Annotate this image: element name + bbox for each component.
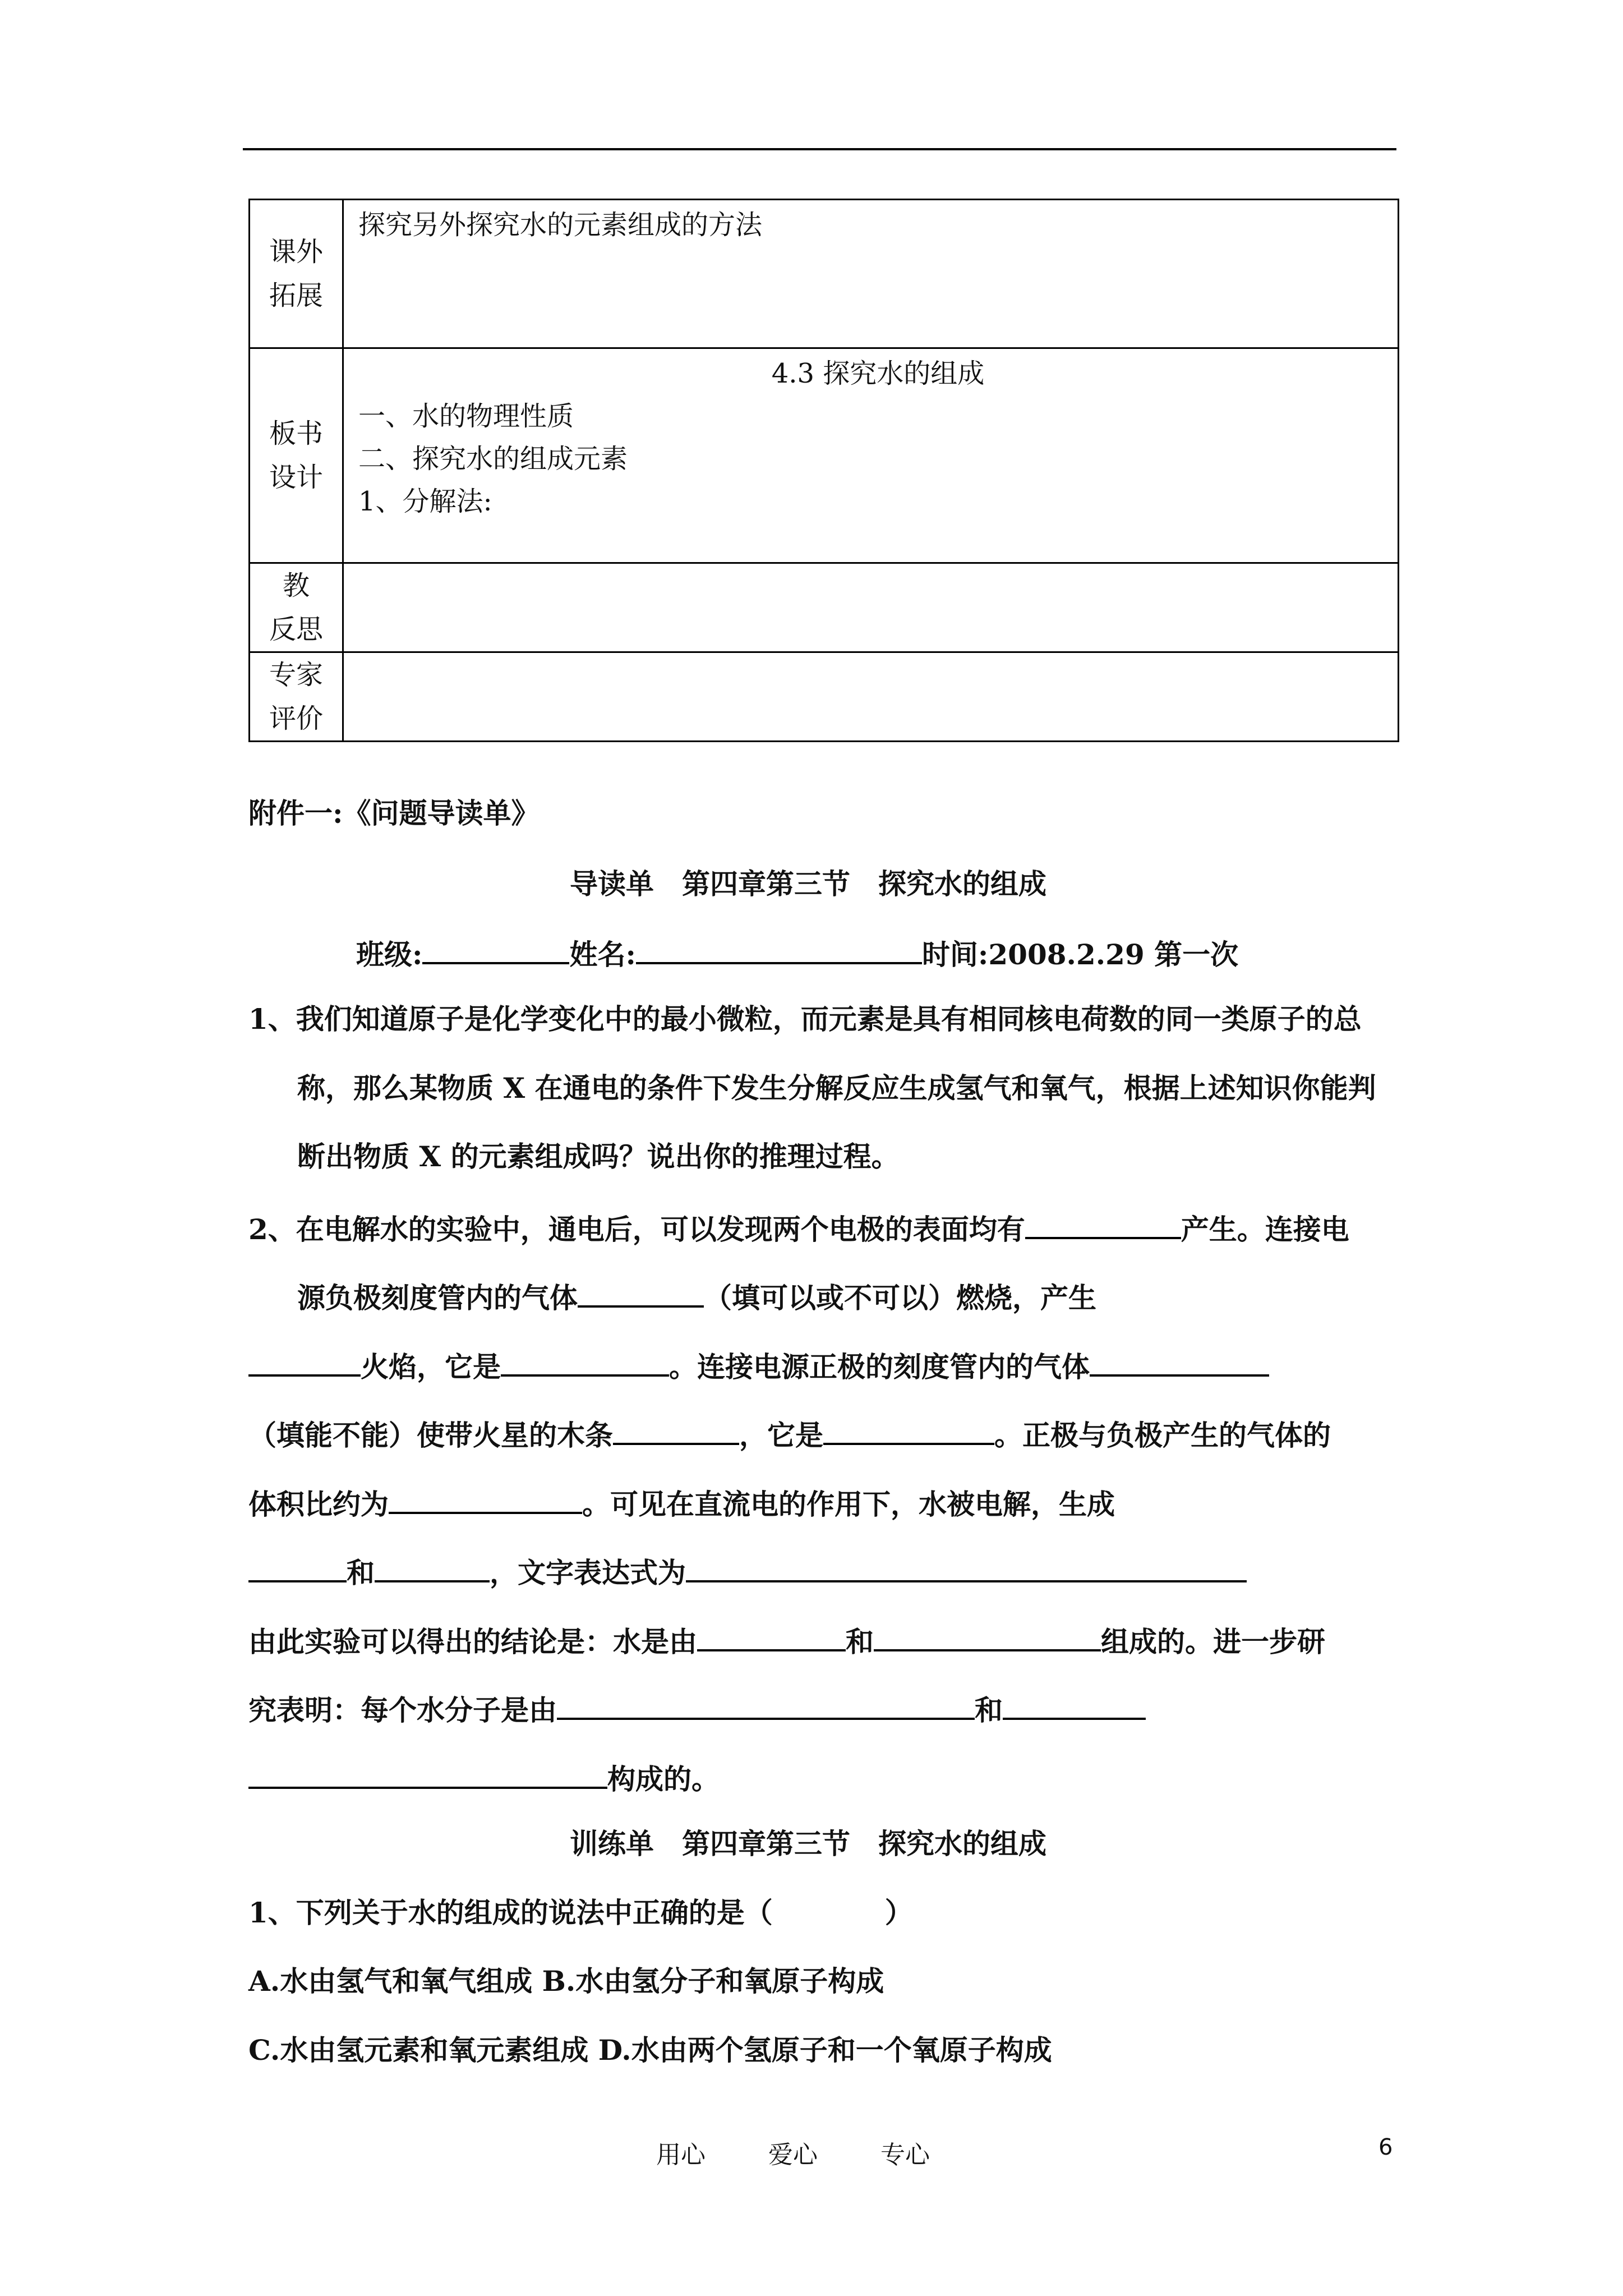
q2-text: ，文字表达式为 bbox=[490, 1556, 686, 1589]
label-line: 设计 bbox=[269, 462, 323, 493]
q2-text: ，它是 bbox=[739, 1419, 823, 1452]
q2-line bbox=[248, 1484, 1115, 1521]
training-q1: 1、下列关于水的组成的说法中正确的是（ ） bbox=[248, 1896, 913, 1929]
row-content bbox=[343, 563, 1399, 652]
label-line: 板书 bbox=[269, 418, 323, 449]
q2-text: 究表明：每个水分子是由 bbox=[248, 1694, 557, 1727]
reading-title: 导读单 第四章第三节 探究水的组成 bbox=[570, 867, 1046, 900]
name-blank bbox=[636, 934, 922, 964]
row-label bbox=[250, 200, 343, 348]
training-options-ab: A.水由氢气和氧气组成 B.水由氢分子和氧原子构成 bbox=[248, 1964, 884, 1998]
q2-line bbox=[248, 1415, 1331, 1452]
answer-blank bbox=[248, 1346, 361, 1377]
label-line: 教 bbox=[282, 570, 310, 601]
row-content bbox=[343, 348, 1399, 563]
q2-text: 体积比约为 bbox=[248, 1488, 389, 1521]
info-line bbox=[356, 934, 1238, 972]
q2-text: （填能不能）使带火星的木条 bbox=[248, 1419, 613, 1452]
q2-text: 。正极与负极产生的气体的 bbox=[994, 1419, 1331, 1452]
label-line: 拓展 bbox=[269, 280, 323, 311]
row-content bbox=[343, 200, 1399, 348]
answer-blank bbox=[697, 1621, 846, 1651]
q2-line bbox=[248, 1690, 1146, 1727]
footer-text: 专心 bbox=[880, 2141, 930, 2169]
answer-blank bbox=[578, 1277, 704, 1308]
q2-line bbox=[248, 1346, 1269, 1384]
lesson-plan-table bbox=[248, 199, 1399, 742]
content-line: 探究另外探究水的元素组成的方法 bbox=[358, 209, 763, 241]
label-line: 评价 bbox=[269, 703, 323, 734]
row-label bbox=[250, 652, 343, 742]
label-line: 专家 bbox=[269, 659, 323, 691]
table-row bbox=[250, 652, 1399, 742]
q2-line bbox=[248, 1759, 720, 1796]
answer-blank bbox=[248, 1552, 347, 1582]
answer-blank bbox=[501, 1346, 669, 1377]
answer-blank bbox=[1003, 1690, 1146, 1720]
content-line: 一、水的物理性质 bbox=[358, 401, 574, 432]
q2-line bbox=[248, 1621, 1325, 1659]
q1-line: 1、我们知道原子是化学变化中的最小微粒，而元素是具有相同核电荷数的同一类原子的总 bbox=[248, 1002, 1362, 1036]
q1-line: 称，那么某物质 X 在通电的条件下发生分解反应生成氢气和氧气，根据上述知识你能判 bbox=[297, 1071, 1376, 1105]
answer-blank bbox=[1090, 1346, 1269, 1377]
q2-line bbox=[248, 1552, 1247, 1590]
q2-line bbox=[248, 1209, 1349, 1246]
attachment-title: 附件一:《问题导读单》 bbox=[248, 797, 540, 830]
class-blank bbox=[422, 934, 569, 964]
page-number: 6 bbox=[1378, 2134, 1393, 2160]
answer-blank bbox=[613, 1415, 739, 1445]
label-line: 课外 bbox=[269, 236, 323, 268]
q2-text: 。连接电源正极的刻度管内的气体 bbox=[669, 1350, 1090, 1383]
content-line: 二、探究水的组成元素 bbox=[358, 443, 628, 475]
q2-text: 和 bbox=[975, 1694, 1003, 1727]
footer-text: 用心 bbox=[656, 2141, 706, 2169]
training-options-cd: C.水由氢元素和氧元素组成 D.水由两个氢原子和一个氧原子构成 bbox=[248, 2033, 1052, 2067]
row-label bbox=[250, 348, 343, 563]
answer-blank bbox=[823, 1415, 994, 1445]
training-title: 训练单 第四章第三节 探究水的组成 bbox=[570, 1827, 1046, 1860]
table-row bbox=[250, 563, 1399, 652]
table-row bbox=[250, 200, 1399, 348]
answer-blank bbox=[248, 1759, 607, 1789]
q2-line bbox=[297, 1277, 1096, 1315]
content-line: 1、分解法: bbox=[358, 486, 492, 517]
row-content bbox=[343, 652, 1399, 742]
q2-text: 由此实验可以得出的结论是：水是由 bbox=[248, 1625, 697, 1658]
q2-text: 和 bbox=[347, 1556, 375, 1589]
q2-text: 源负极刻度管内的气体 bbox=[297, 1281, 578, 1314]
answer-blank bbox=[686, 1552, 1247, 1582]
q2-text: 火焰，它是 bbox=[361, 1350, 501, 1383]
q2-text: （填可以或不可以）燃烧，产生 bbox=[704, 1281, 1096, 1314]
q2-text: 产生。连接电 bbox=[1181, 1213, 1349, 1246]
q2-text: 。可见在直流电的作用下，水被电解，生成 bbox=[582, 1488, 1115, 1521]
table-row bbox=[250, 348, 1399, 563]
q1-line: 断出物质 X 的元素组成吗？说出你的推理过程。 bbox=[297, 1140, 900, 1173]
answer-blank bbox=[1025, 1209, 1181, 1239]
header-rule bbox=[243, 148, 1396, 150]
q2-text: 和 bbox=[846, 1625, 874, 1658]
answer-blank bbox=[557, 1690, 975, 1720]
time-label: 时间:2008.2.29 第一次 bbox=[921, 938, 1239, 971]
answer-blank bbox=[874, 1621, 1101, 1651]
q2-text: 2、在电解水的实验中，通电后，可以发现两个电极的表面均有 bbox=[248, 1213, 1025, 1246]
board-heading: 4.3 探究水的组成 bbox=[771, 358, 985, 389]
label-line: 反思 bbox=[269, 614, 323, 645]
class-label: 班级: bbox=[356, 938, 423, 971]
answer-blank bbox=[389, 1484, 582, 1514]
row-label bbox=[250, 563, 343, 652]
footer-text: 爱心 bbox=[768, 2141, 818, 2169]
name-label: 姓名: bbox=[569, 938, 636, 971]
q2-text: 组成的。进一步研 bbox=[1101, 1625, 1325, 1658]
answer-blank bbox=[375, 1552, 490, 1582]
q2-text: 构成的。 bbox=[607, 1763, 720, 1796]
